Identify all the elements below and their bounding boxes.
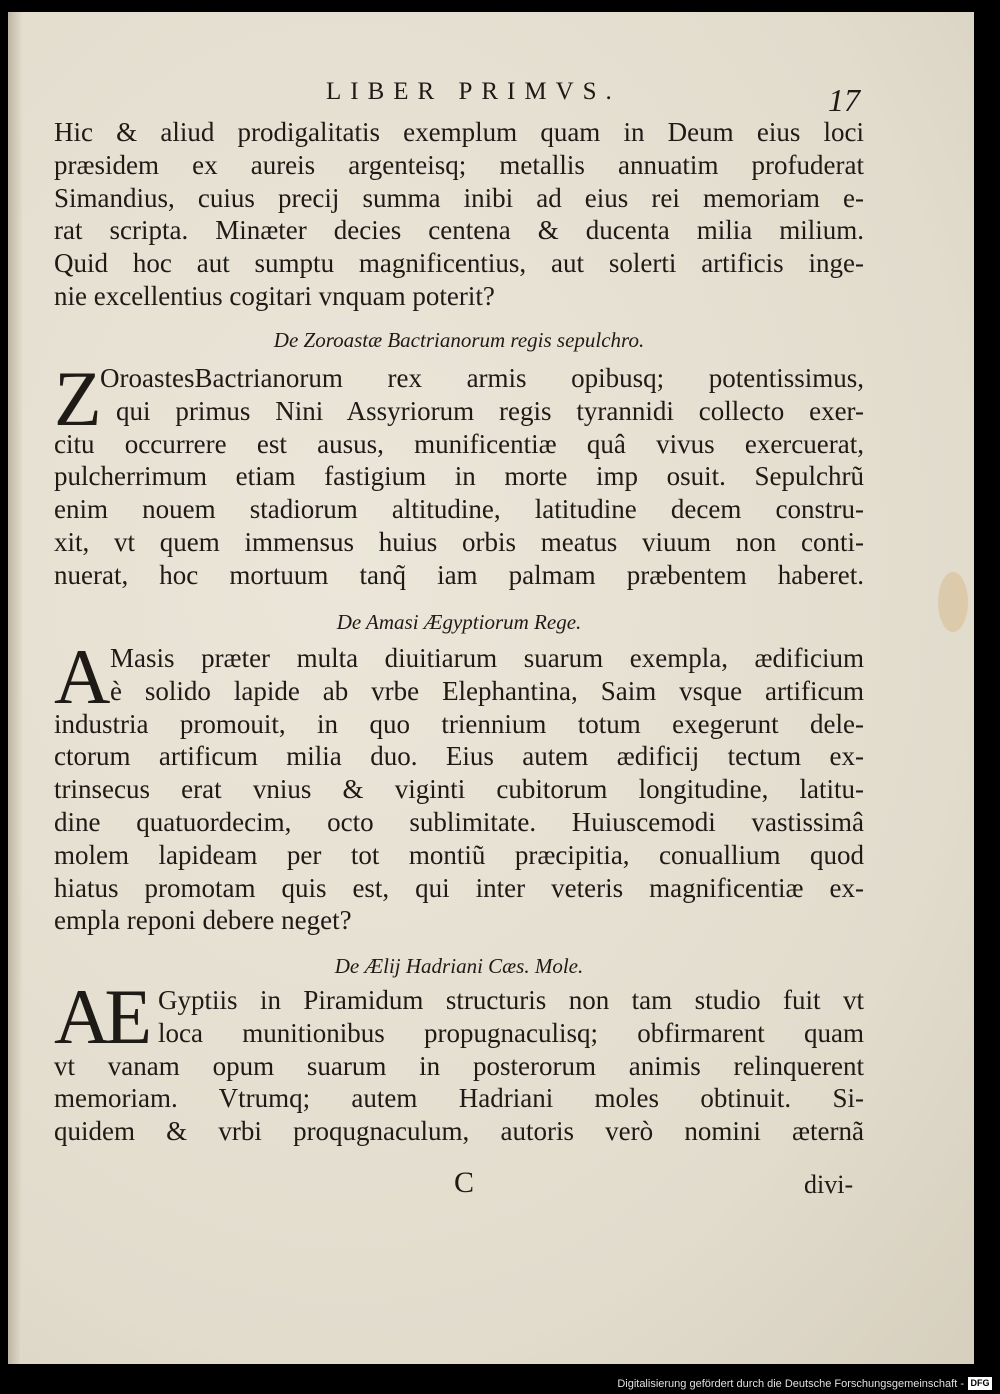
paragraph-amasis — [54, 642, 864, 937]
paper-stain — [938, 572, 968, 632]
text-line: rat scripta. Minæter decies centena & ducenta milia milium. — [54, 215, 864, 246]
section-heading-zoroaster: De Zoroastæ Bactrianorum regis sepulchro. — [273, 328, 645, 352]
text-line: Quid hoc aut sumptu magnificentius, aut solerti artificis inge- — [54, 248, 864, 279]
page-number: 17 — [828, 82, 860, 118]
book-page — [8, 12, 974, 1364]
text-line: hiatus promotam quis est, qui inter veteris magnificentiæ ex- — [54, 872, 864, 903]
text-line: Simandius, cuius precij summa inibi ad eius rei memoriam e- — [54, 182, 864, 213]
text-line: dine quatuordecim, octo sublimitate. Huiuscemodi vastissimâ — [54, 806, 864, 837]
text-line: qui primus Nini Assyriorum regis tyrannidi collecto exer- — [116, 395, 864, 426]
text-line: molem lapideam per tot montiũ præcipitia, conuallium quod — [54, 839, 864, 870]
text-line: loca munitionibus propugnaculisq; obfirmarent quam — [158, 1017, 864, 1048]
text-line: industria promouit, in quo triennium totum exegerunt dele- — [54, 708, 864, 739]
text-line: trinsecus erat vnius & viginti cubitorum longitudine, latitu- — [54, 774, 864, 805]
text-line: enim nouem stadiorum altitudine, latitudine decem constru- — [54, 494, 864, 525]
text-line: vt vanam opum suarum in posterorum animis relinquerent — [54, 1050, 864, 1081]
paragraph-intro — [54, 116, 864, 313]
signature-mark: C — [454, 1166, 475, 1199]
text-line: OroastesBactrianorum rex armis opibusq; potentissimus, — [100, 363, 864, 393]
text-line: Gyptiis in Piramidum structuris non tam studio fuit vt — [158, 985, 864, 1015]
text-line: Hic & aliud prodigalitatis exemplum quam in Deum eius loci — [54, 117, 864, 147]
drop-initial: AE — [54, 973, 146, 1060]
section-heading-hadrian: De Ælij Hadriani Cæs. Mole. — [334, 954, 584, 978]
text-line: empla reponi debere neget? — [54, 905, 352, 936]
text-line: Masis præter multa diuitiarum suarum exempla, ædificium — [110, 643, 864, 673]
dfg-logo: DFG — [968, 1377, 992, 1390]
text-line: nuerat, hoc mortuum tanq̃ iam palmam præbentem haberet. — [54, 559, 864, 590]
text-line: pulcherrimum etiam fastigium in morte imp osuit. Sepulchrũ — [54, 461, 864, 492]
catchword: divi- — [804, 1170, 854, 1199]
drop-initial: Z — [54, 355, 102, 442]
text-line: citu occurrere est ausus, munificentiæ quâ vivus exercuerat, — [54, 428, 864, 459]
digitization-credit: Digitalisierung gefördert durch die Deutsche Forschungsgemeinschaft - — [617, 1378, 964, 1390]
text-line: xit, vt quem immensus huius orbis meatus viuum non conti- — [54, 526, 864, 557]
text-line: quidem & vrbi proqugnaculum, autoris verò nomini æternã — [54, 1116, 864, 1147]
text-line: præsidem ex aureis argenteisq; metallis annuatim profuderat — [54, 149, 864, 180]
running-head: LIBER PRIMVS. — [326, 78, 621, 105]
text-line: memoriam. Vtrumq; autem Hadriani moles obtinuit. Si- — [54, 1083, 864, 1114]
section-heading-amasis: De Amasi Ægyptiorum Rege. — [336, 610, 582, 634]
text-line: nie excellentius cogitari vnquam poterit? — [54, 280, 495, 311]
paragraph-zoroaster — [54, 355, 864, 592]
page-spine-shadow — [8, 12, 22, 1364]
text-line: è solido lapide ab vrbe Elephantina, Saim vsque artificum — [110, 675, 864, 706]
paragraph-hadrian — [54, 984, 864, 1148]
drop-initial: A — [54, 633, 111, 720]
text-line: ctorum artificum milia duo. Eius autem ædificij tectum ex- — [54, 741, 864, 772]
